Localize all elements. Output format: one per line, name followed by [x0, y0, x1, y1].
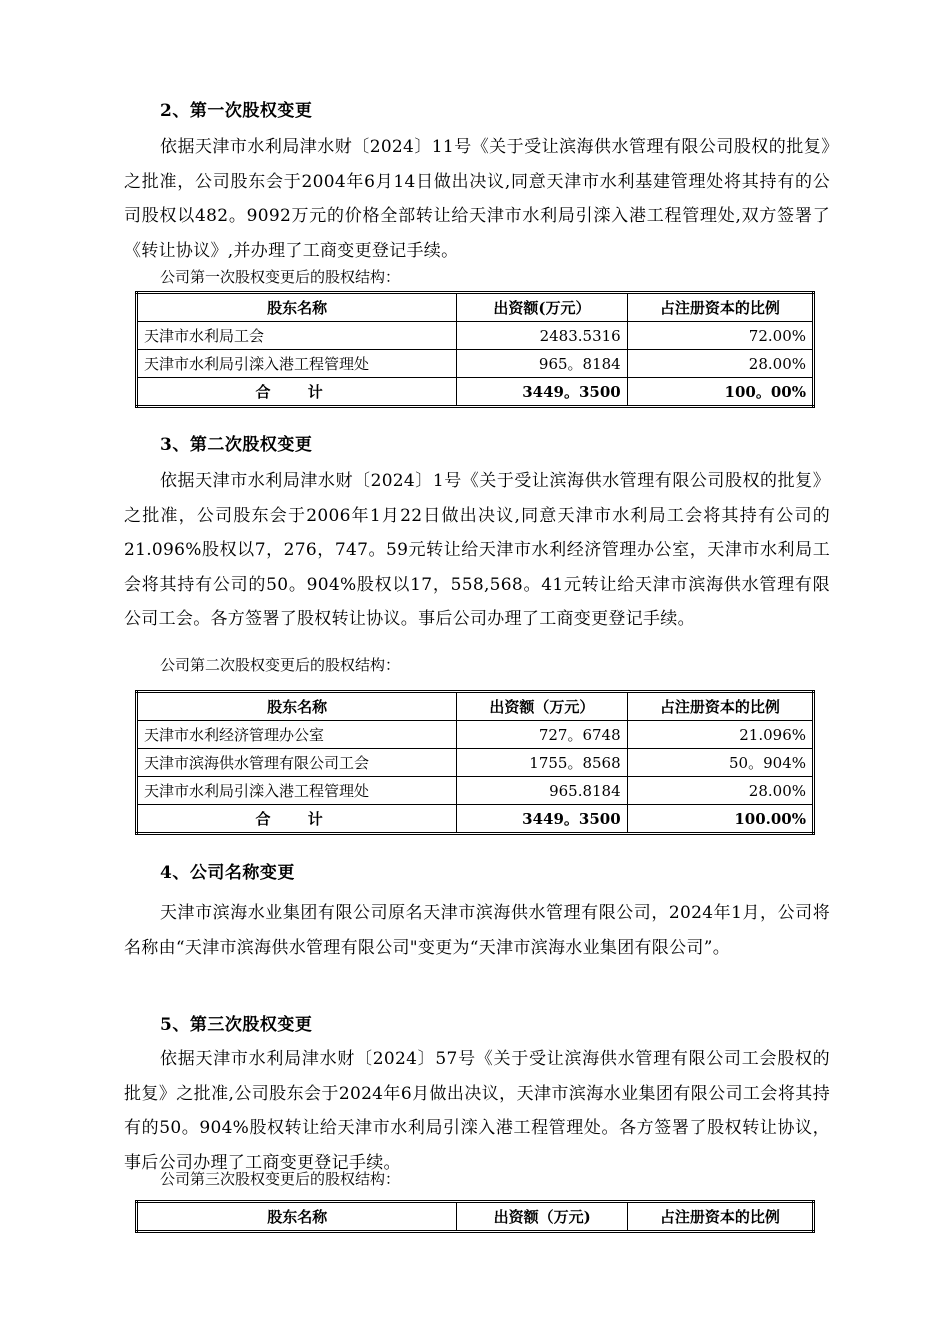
equity-table-3: [135, 1200, 815, 1233]
header-capital: 出资额(万元）: [457, 293, 628, 322]
cell-ratio: 72.00%: [627, 322, 813, 350]
table-row: [137, 777, 814, 805]
header-shareholder: 股东名称: [137, 692, 457, 721]
header-ratio: 占注册资本的比例: [627, 692, 813, 721]
cell-shareholder: 天津市水利经济管理办公室: [137, 721, 457, 749]
table-row: [137, 322, 814, 350]
cell-ratio: 28.00%: [627, 350, 813, 378]
cell-total-label: 合 计: [137, 378, 457, 407]
section-heading-3: 3、第二次股权变更: [160, 435, 313, 455]
cell-total-label: 合 计: [137, 805, 457, 834]
header-ratio: 占注册资本的比例: [627, 1202, 813, 1232]
section-paragraph-5: 依据天津市水利局津水财〔2024〕57号《关于受让滨海供水管理有限公司工会股权的批复》之批准,公司股东会于2024年6月做出决议，天津市滨海水业集团有限公司工会将其持有的50。904%股权转让给天津市水利局引滦入港工程管理处。各方签署了股权转让协议，事后公司办理了工商变更登记手续。: [124, 1049, 830, 1173]
table-header-row: [137, 293, 814, 322]
table-row: [137, 721, 814, 749]
table-caption-5: 公司第三次股权变更后的股权结构：: [160, 1170, 401, 1188]
cell-shareholder: 天津市水利局引滦入港工程管理处: [137, 350, 457, 378]
section-heading-2: 2、第一次股权变更: [160, 101, 313, 121]
table-caption-2: 公司第一次股权变更后的股权结构：: [160, 268, 401, 286]
cell-total-ratio: 100.00%: [627, 805, 813, 834]
cell-capital: 965.8184: [457, 777, 627, 805]
section-paragraph-4: 天津市滨海水业集团有限公司原名天津市滨海供水管理有限公司，2024年1月，公司将名称由“天津市滨海供水管理有限公司"变更为“天津市滨海水业集团有限公司”。: [124, 903, 830, 958]
header-capital: 出资额（万元）: [457, 692, 627, 721]
section-paragraph-2: 依据天津市水利局津水财〔2024〕11号《关于受让滨海供水管理有限公司股权的批复》之批准，公司股东会于2004年6月14日做出决议,同意天津市水利基建管理处将其持有的公司股权以482。9092万元的价格全部转让给天津市水利局引滦入港工程管理处,双方签署了《转让协议》,并办理了工商变更登记手续。: [124, 137, 830, 261]
cell-ratio: 50。904%: [627, 749, 813, 777]
cell-ratio: 28.00%: [627, 777, 813, 805]
table-total-row: [137, 378, 814, 407]
cell-shareholder: 天津市滨海供水管理有限公司工会: [137, 749, 457, 777]
equity-table-2: [135, 690, 815, 835]
cell-capital: 2483.5316: [457, 322, 628, 350]
section-heading-4: 4、公司名称变更: [160, 863, 295, 883]
table-row: [137, 350, 814, 378]
table-header-row: [137, 1202, 814, 1232]
cell-ratio: 21.096%: [627, 721, 813, 749]
header-shareholder: 股东名称: [137, 1202, 457, 1232]
cell-capital: 1755。8568: [457, 749, 627, 777]
section-heading-5: 5、第三次股权变更: [160, 1015, 313, 1035]
header-ratio: 占注册资本的比例: [627, 293, 813, 322]
header-capital: 出资额（万元): [457, 1202, 627, 1232]
table-caption-3: 公司第二次股权变更后的股权结构：: [160, 656, 401, 674]
table-row: [137, 749, 814, 777]
cell-total-ratio: 100。00%: [627, 378, 813, 407]
cell-total-capital: 3449。3500: [457, 378, 628, 407]
cell-shareholder: 天津市水利局工会: [137, 322, 457, 350]
cell-total-capital: 3449。3500: [457, 805, 627, 834]
section-paragraph-3: 依据天津市水利局津水财〔2024〕1号《关于受让滨海供水管理有限公司股权的批复》之批准，公司股东会于2006年1月22日做出决议,同意天津市水利局工会将其持有公司的21.096%股权以7，276，747。59元转让给天津市水利经济管理办公室，天津市水利局工会将其持有公司的50。904%股权以17，558,568。41元转让给天津市滨海供水管理有限公司工会。各方签署了股权转让协议。事后公司办理了工商变更登记手续。: [124, 471, 830, 629]
table-header-row: [137, 692, 814, 721]
table-total-row: [137, 805, 814, 834]
cell-capital: 965。8184: [457, 350, 628, 378]
cell-capital: 727。6748: [457, 721, 627, 749]
header-shareholder: 股东名称: [137, 293, 457, 322]
cell-shareholder: 天津市水利局引滦入港工程管理处: [137, 777, 457, 805]
equity-table-1: [135, 291, 815, 408]
